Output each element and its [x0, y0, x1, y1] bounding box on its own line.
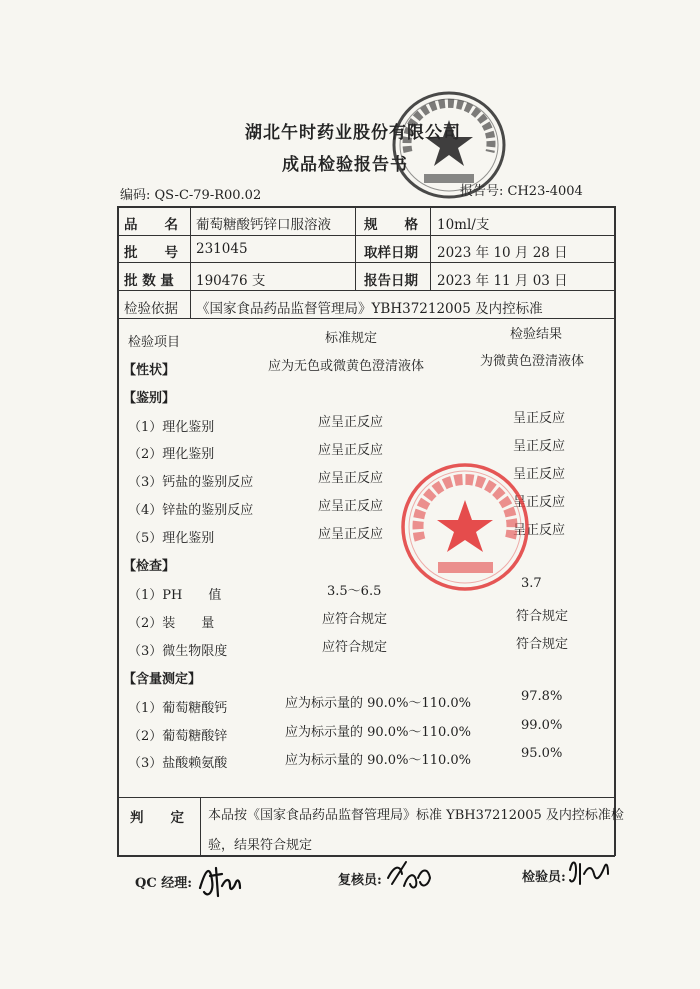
- spec-value: 10ml/支: [437, 217, 490, 233]
- result-cell: 3.7: [521, 576, 542, 591]
- result-cell: 99.0%: [521, 718, 563, 733]
- company-seal-stamp: [390, 90, 508, 200]
- result-cell: 呈正反应: [513, 411, 566, 426]
- standard-cell: 应符合规定: [322, 640, 388, 655]
- item-cell: （1）葡萄糖酸钙: [128, 701, 228, 716]
- company-name: 湖北午时药业股份有限公司: [245, 123, 461, 143]
- result-cell: 呈正反应: [513, 467, 566, 482]
- standard-cell: 应为标示量的 90.0%～110.0%: [285, 753, 471, 768]
- basis-value: 《国家食品药品监督管理局》YBH37212005 及内控标准: [196, 301, 543, 317]
- qc-manager-label: QC 经理:: [135, 876, 192, 891]
- inspector-label: 检验员:: [522, 870, 566, 885]
- standard-cell: 应呈正反应: [318, 471, 384, 486]
- section-title-identification: 【鉴别】: [123, 391, 176, 406]
- result-cell: 95.0%: [521, 746, 563, 761]
- column-header-item: 检验项目: [128, 335, 181, 350]
- standard-cell: 应符合规定: [322, 612, 388, 627]
- col-divider: [430, 206, 431, 290]
- report-title: 成品检验报告书: [282, 155, 408, 175]
- section-title-inspection: 【检查】: [123, 559, 176, 574]
- product-label: 品 名: [124, 217, 178, 233]
- standard-cell: 应为标示量的 90.0%～110.0%: [285, 725, 471, 740]
- result-cell: 为微黄色澄清液体: [480, 354, 585, 369]
- reviewer-signature: [384, 856, 434, 896]
- item-cell: （4）锌盐的鉴别反应: [128, 503, 254, 518]
- result-cell: 符合规定: [516, 609, 569, 624]
- verdict-label: 判 定: [130, 810, 184, 826]
- column-header-result: 检验结果: [510, 327, 563, 342]
- item-cell: （3）钙盐的鉴别反应: [128, 475, 254, 490]
- result-cell: 97.8%: [521, 689, 563, 704]
- table-bottom-border: [117, 855, 615, 857]
- result-cell: 呈正反应: [513, 523, 566, 538]
- result-cell: 呈正反应: [513, 495, 566, 510]
- row-divider: [117, 262, 615, 263]
- result-cell: 符合规定: [516, 637, 569, 652]
- standard-cell: 应呈正反应: [318, 499, 384, 514]
- standard-cell: 应为无色或微黄色澄清液体: [268, 359, 425, 374]
- row-divider: [117, 318, 615, 319]
- quality-management-seal-stamp: [398, 460, 533, 595]
- product-value: 葡萄糖酸钙锌口服溶液: [196, 217, 331, 233]
- col-divider: [190, 206, 191, 318]
- result-cell: 呈正反应: [513, 439, 566, 454]
- section-title-assay: 【含量测定】: [123, 672, 202, 687]
- standard-cell: 应呈正反应: [318, 415, 384, 430]
- table-top-border: [117, 206, 615, 208]
- item-cell: （1）理化鉴别: [128, 420, 215, 435]
- quantity-label: 批 数 量: [124, 273, 174, 289]
- standard-cell: 3.5～6.5: [327, 584, 382, 599]
- row-divider: [117, 235, 615, 236]
- col-divider: [200, 797, 201, 855]
- verdict-text-line2: 验，结果符合规定: [208, 838, 313, 853]
- batch-value: 231045: [196, 241, 248, 257]
- report-date-value: 2023 年 11 月 03 日: [437, 273, 568, 289]
- item-cell: （3）微生物限度: [128, 644, 228, 659]
- reviewer-label: 复核员:: [338, 873, 382, 888]
- inspector-signature: [566, 854, 614, 890]
- basis-label: 检验依据: [124, 301, 178, 317]
- standard-cell: 应呈正反应: [318, 443, 384, 458]
- item-cell: （2）葡萄糖酸锌: [128, 729, 228, 744]
- column-header-standard: 标准规定: [325, 331, 378, 346]
- item-cell: （2）装 量: [128, 616, 215, 631]
- standard-cell: 应呈正反应: [318, 527, 384, 542]
- section-title-appearance: 【性状】: [123, 363, 176, 378]
- sampling-date-label: 取样日期: [364, 245, 418, 261]
- table-right-border: [614, 206, 616, 856]
- table-left-border: [117, 206, 119, 856]
- form-code: 编码: QS-C-79-R00.02: [120, 188, 262, 203]
- verdict-text-line1: 本品按《国家食品药品监督管理局》标准 YBH37212005 及内控标准检: [208, 808, 624, 823]
- row-divider: [117, 797, 615, 798]
- spec-label: 规 格: [364, 217, 418, 233]
- standard-cell: 应为标示量的 90.0%～110.0%: [285, 696, 471, 711]
- report-number: 报告号: CH23-4004: [460, 184, 583, 199]
- qc-manager-signature: [196, 858, 244, 900]
- quantity-value: 190476 支: [196, 273, 266, 289]
- sampling-date-value: 2023 年 10 月 28 日: [437, 245, 568, 261]
- item-cell: （2）理化鉴别: [128, 447, 215, 462]
- item-cell: （3）盐酸赖氨酸: [128, 756, 228, 771]
- item-cell: （5）理化鉴别: [128, 531, 215, 546]
- report-date-label: 报告日期: [364, 273, 418, 289]
- batch-label: 批 号: [124, 245, 178, 261]
- row-divider: [117, 290, 615, 291]
- item-cell: （1）PH 值: [128, 588, 222, 603]
- col-divider: [355, 206, 356, 290]
